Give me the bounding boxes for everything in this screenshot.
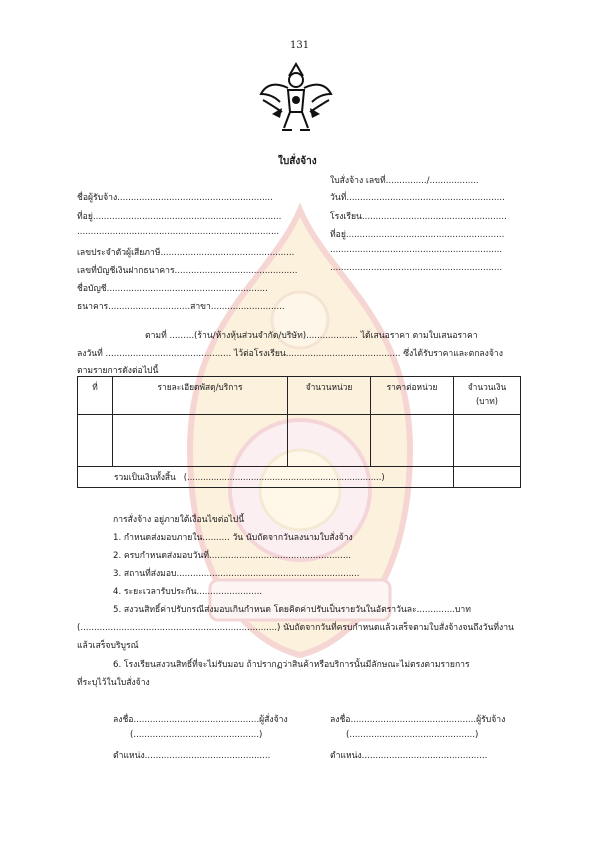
school-address: ที่อยู่.......................................................... [330, 230, 505, 240]
table-row [78, 415, 521, 467]
condition-6-end: ที่ระบุไว้ในใบสั่งจ้าง [77, 678, 150, 688]
intro-line-2: ลงวันที่ .............................................. ไว้ต่อโรงเรียน.......................................... ซึ่งได้รับราคาและตกลงจ้าง [77, 349, 503, 359]
condition-1: 1. กำหนดส่งมอบภายใน.......... วัน นับถัดจากวันลงนามใบสั่งจ้าง [113, 533, 353, 543]
condition-4: 4. ระยะเวลารับประกัน........................ [113, 587, 263, 597]
contractor-address: ที่อยู่..................................................................... [77, 212, 282, 222]
condition-5: 5. สงวนสิทธิ์ค่าปรับกรณีส่งมอบเกินกำหนด โดยคิดค่าปรับเป็นรายวันในอัตราวันละ..............บาท [113, 605, 471, 615]
contractor-address-line: .......................................................................... [77, 227, 280, 237]
table-header-row [78, 377, 521, 415]
total-label: รวมเป็นเงินทั้งสิ้น [114, 472, 176, 482]
contractor-name-sign: (..............................................) [346, 730, 479, 740]
table-cell [454, 415, 521, 467]
document-title: ใบสั่งจ้าง [278, 156, 317, 167]
items-table [77, 376, 521, 488]
col-header-unit-price: ราคาต่อหน่วย [371, 377, 454, 415]
school-name: โรงเรียน..................................................... [330, 212, 507, 222]
page-number: 131 [290, 40, 310, 51]
table-cell [454, 467, 521, 488]
account-name: ชื่อบัญชี........................................................... [77, 284, 268, 294]
order-number: ใบสั่งจ้าง เลขที่.............../.................. [330, 176, 479, 186]
condition-3: 3. สถานที่ส่งมอบ................................................................... [113, 569, 360, 579]
col-header-amount [454, 377, 521, 415]
table-cell [371, 415, 454, 467]
table-cell [113, 415, 288, 467]
orderer-position: ตำแหน่ง.............................................. [113, 751, 271, 761]
orderer-signature: ลงชื่อ..............................................ผู้สั่งจ้าง [113, 715, 288, 725]
col-header-quantity: จำนวนหน่วย [288, 377, 371, 415]
order-date: วันที่.......................................................... [330, 193, 505, 203]
conditions-heading: การสั่งจ้าง อยู่ภายใต้เงื่อนไขต่อไปนี้ [113, 515, 245, 525]
intro-line-1: ตามที่ .........(ร้าน/ห้างหุ้นส่วนจำกัด/บริษัท)................... ได้เสนอราคา ตามใบเสนอราคา [145, 331, 478, 341]
table-cell [78, 415, 113, 467]
total-value: (.........................................................................) [183, 472, 385, 482]
condition-5-end: แล้วเสร็จบริบูรณ์ [77, 641, 139, 651]
col-header-amount-label: จำนวนเงิน [467, 382, 507, 392]
col-header-amount-unit: (บาท) [475, 396, 499, 406]
col-header-no: ที่ [78, 377, 113, 415]
orderer-name: (..............................................) [130, 730, 263, 740]
school-address-line: ............................................................... [330, 245, 503, 255]
condition-5-cont: (........................................................................) นับถัดจากวันที่ครบกำหนดแล้วเสร็จตามใบสั่งจ้างจนถึงวันที่งาน [77, 623, 514, 633]
table-total-row [78, 467, 521, 488]
condition-6: 6. โรงเรียนสงวนสิทธิ์ที่จะไม่รับมอบ ถ้าปรากฏว่าสินค้าหรือบริการนั้นมีลักษณะไม่ตรงตามรายการ [113, 660, 470, 670]
school-address-line: ............................................................... [330, 263, 503, 273]
contractor-position: ตำแหน่ง.............................................. [330, 751, 488, 761]
bank-account: เลขที่บัญชีเงินฝากธนาคาร............................................. [77, 266, 298, 276]
total-cell [78, 467, 454, 488]
table-cell [288, 415, 371, 467]
contractor-signature: ลงชื่อ..............................................ผู้รับจ้าง [330, 715, 506, 725]
condition-2: 2. ครบกำหนดส่งมอบวันที่.................................................... [113, 551, 352, 561]
garuda-emblem-icon [258, 62, 334, 140]
tax-id: เลขประจำตัวผู้เสียภาษี................................................. [77, 248, 295, 258]
col-header-description: รายละเอียดพัสดุ/บริการ [113, 377, 288, 415]
contractor-name: ชื่อผู้รับจ้าง......................................................... [77, 193, 273, 203]
intro-line-3: ตามรายการดังต่อไปนี้ [77, 366, 159, 376]
bank-branch: ธนาคาร..............................สาขา........................... [77, 302, 285, 312]
